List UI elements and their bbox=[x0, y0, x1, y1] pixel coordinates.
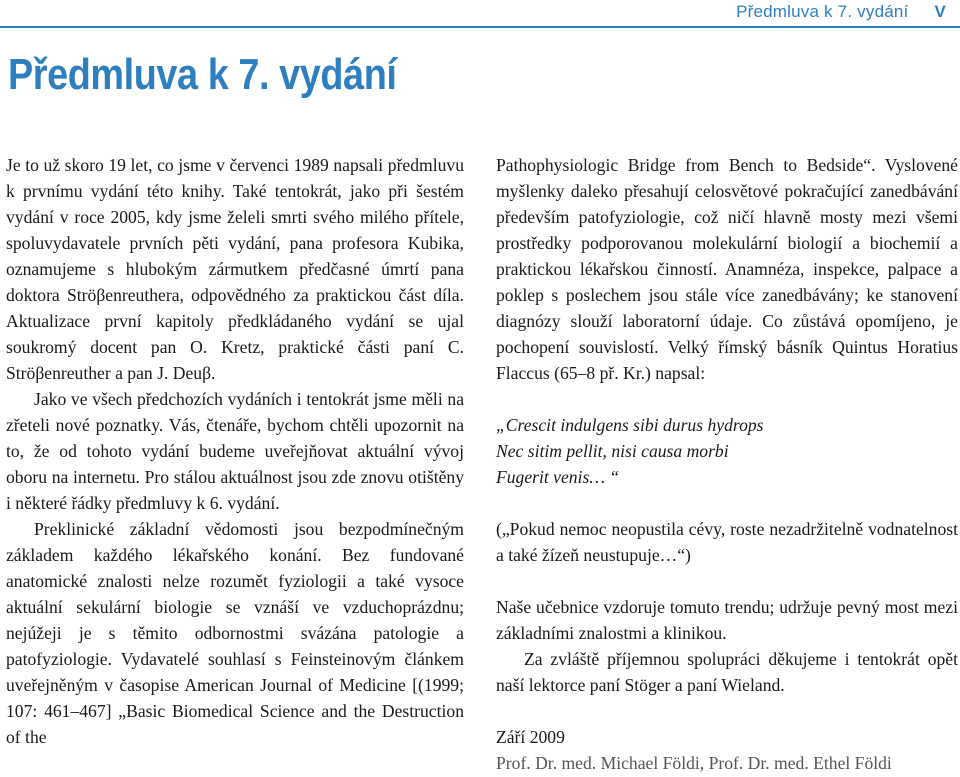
right-column bbox=[496, 152, 958, 776]
date: Září 2009 bbox=[496, 727, 565, 747]
paragraph: Naše učebnice vzdoruje tomuto trendu; udržuje pevný most mezi základními znalostmi a klinikou. bbox=[496, 597, 958, 643]
header-rule bbox=[0, 26, 960, 28]
paragraph: Je to už skoro 19 let, co jsme v červenci 1989 napsali předmluvu k prvnímu vydání této knihy. Také tentokrát, jako při šestém vydání v roce 2005, kdy jsme želeli smrti svého milého přítele, spoluvydavatele prvních pěti vydání, pana profesora Kubika, oznamujeme s hlubokým zármutkem předčasné úmrtí pana doktora Ströβenreuthera, odpovědného za praktickou část díla. Aktualizace první kapitoly předkládaného vydání se ujal soukromý docent pan O. Kretz, praktické části paní C. Ströβenreuther a pan J. Deuβ. bbox=[6, 155, 464, 383]
verse-quote bbox=[496, 412, 958, 490]
running-title: Předmluva k 7. vydání bbox=[736, 2, 909, 21]
paragraph: Jako ve všech předchozích vydáních i tentokrát jsme měli na zřeteli nové poznatky. Vás, čtenáře, bychom chtěli upozornit na to, že od tohoto vydání budeme uveřejňovat aktuální vývoj oboru na internetu. Pro stálou aktuálnost jsou zde znovu otištěny i některé řádky předmluvy k 6. vydání. bbox=[6, 389, 464, 513]
signoff bbox=[496, 724, 958, 776]
verse-translation: („Pokud nemoc neopustila cévy, roste nezadržitelně vodnatelnost a také žízeň neustupuje…“) bbox=[496, 519, 958, 565]
paragraph: Pathophysiologic Bridge from Bench to Bedside“. Vyslovené myšlenky daleko přesahují celosvětové pokračující zanedbávání především patofyziologie, což ničí hlavně mosty mezi všemi prostředky podporovanou molekulární biologií a biochemií a praktickou lékařskou činností. Anamnéza, inspekce, palpace a poklep s poslechem jsou stále více zanedbávány; ke stanovení diagnózy slouží laboratorní údaje. Co zůstává opomíjeno, je pochopení souvislostí. Velký římský básník Quintus Horatius Flaccus (65–8 př. Kr.) napsal: bbox=[496, 155, 958, 383]
verse-line: Nec sitim pellit, nisi causa morbi bbox=[496, 441, 729, 461]
paragraph: Preklinické základní vědomosti jsou bezpodmínečným základem každého lékařského konání. Bez fundované anatomické znalosti nelze rozumět fyziologii a také vysoce aktuální sekulární biologie se vznáší ve vzduchoprázdnu; nejúžeji je s těmito odbornostmi svázána patologie a patofyziologie. Vydavatelé souhlasí s Feinsteinovým článkem uveřejněným v časopise American Journal of Medicine [(1999; 107: 461–467] „Basic Biomedical Science and the Destruction of the bbox=[6, 519, 464, 747]
paragraph: Za zvláště příjemnou spolupráci děkujeme i tentokrát opět naší lektorce paní Stöger a paní Wieland. bbox=[496, 649, 958, 695]
verse-line: „Crescit indulgens sibi durus hydrops bbox=[496, 415, 764, 435]
running-header bbox=[736, 2, 946, 22]
left-column bbox=[6, 152, 464, 750]
chapter-title: Předmluva k 7. vydání bbox=[8, 50, 397, 99]
page-number: V bbox=[934, 2, 946, 21]
verse-line: Fugerit venis… “ bbox=[496, 467, 620, 487]
authors: Prof. Dr. med. Michael Földi, Prof. Dr. med. Ethel Földi bbox=[496, 753, 892, 773]
